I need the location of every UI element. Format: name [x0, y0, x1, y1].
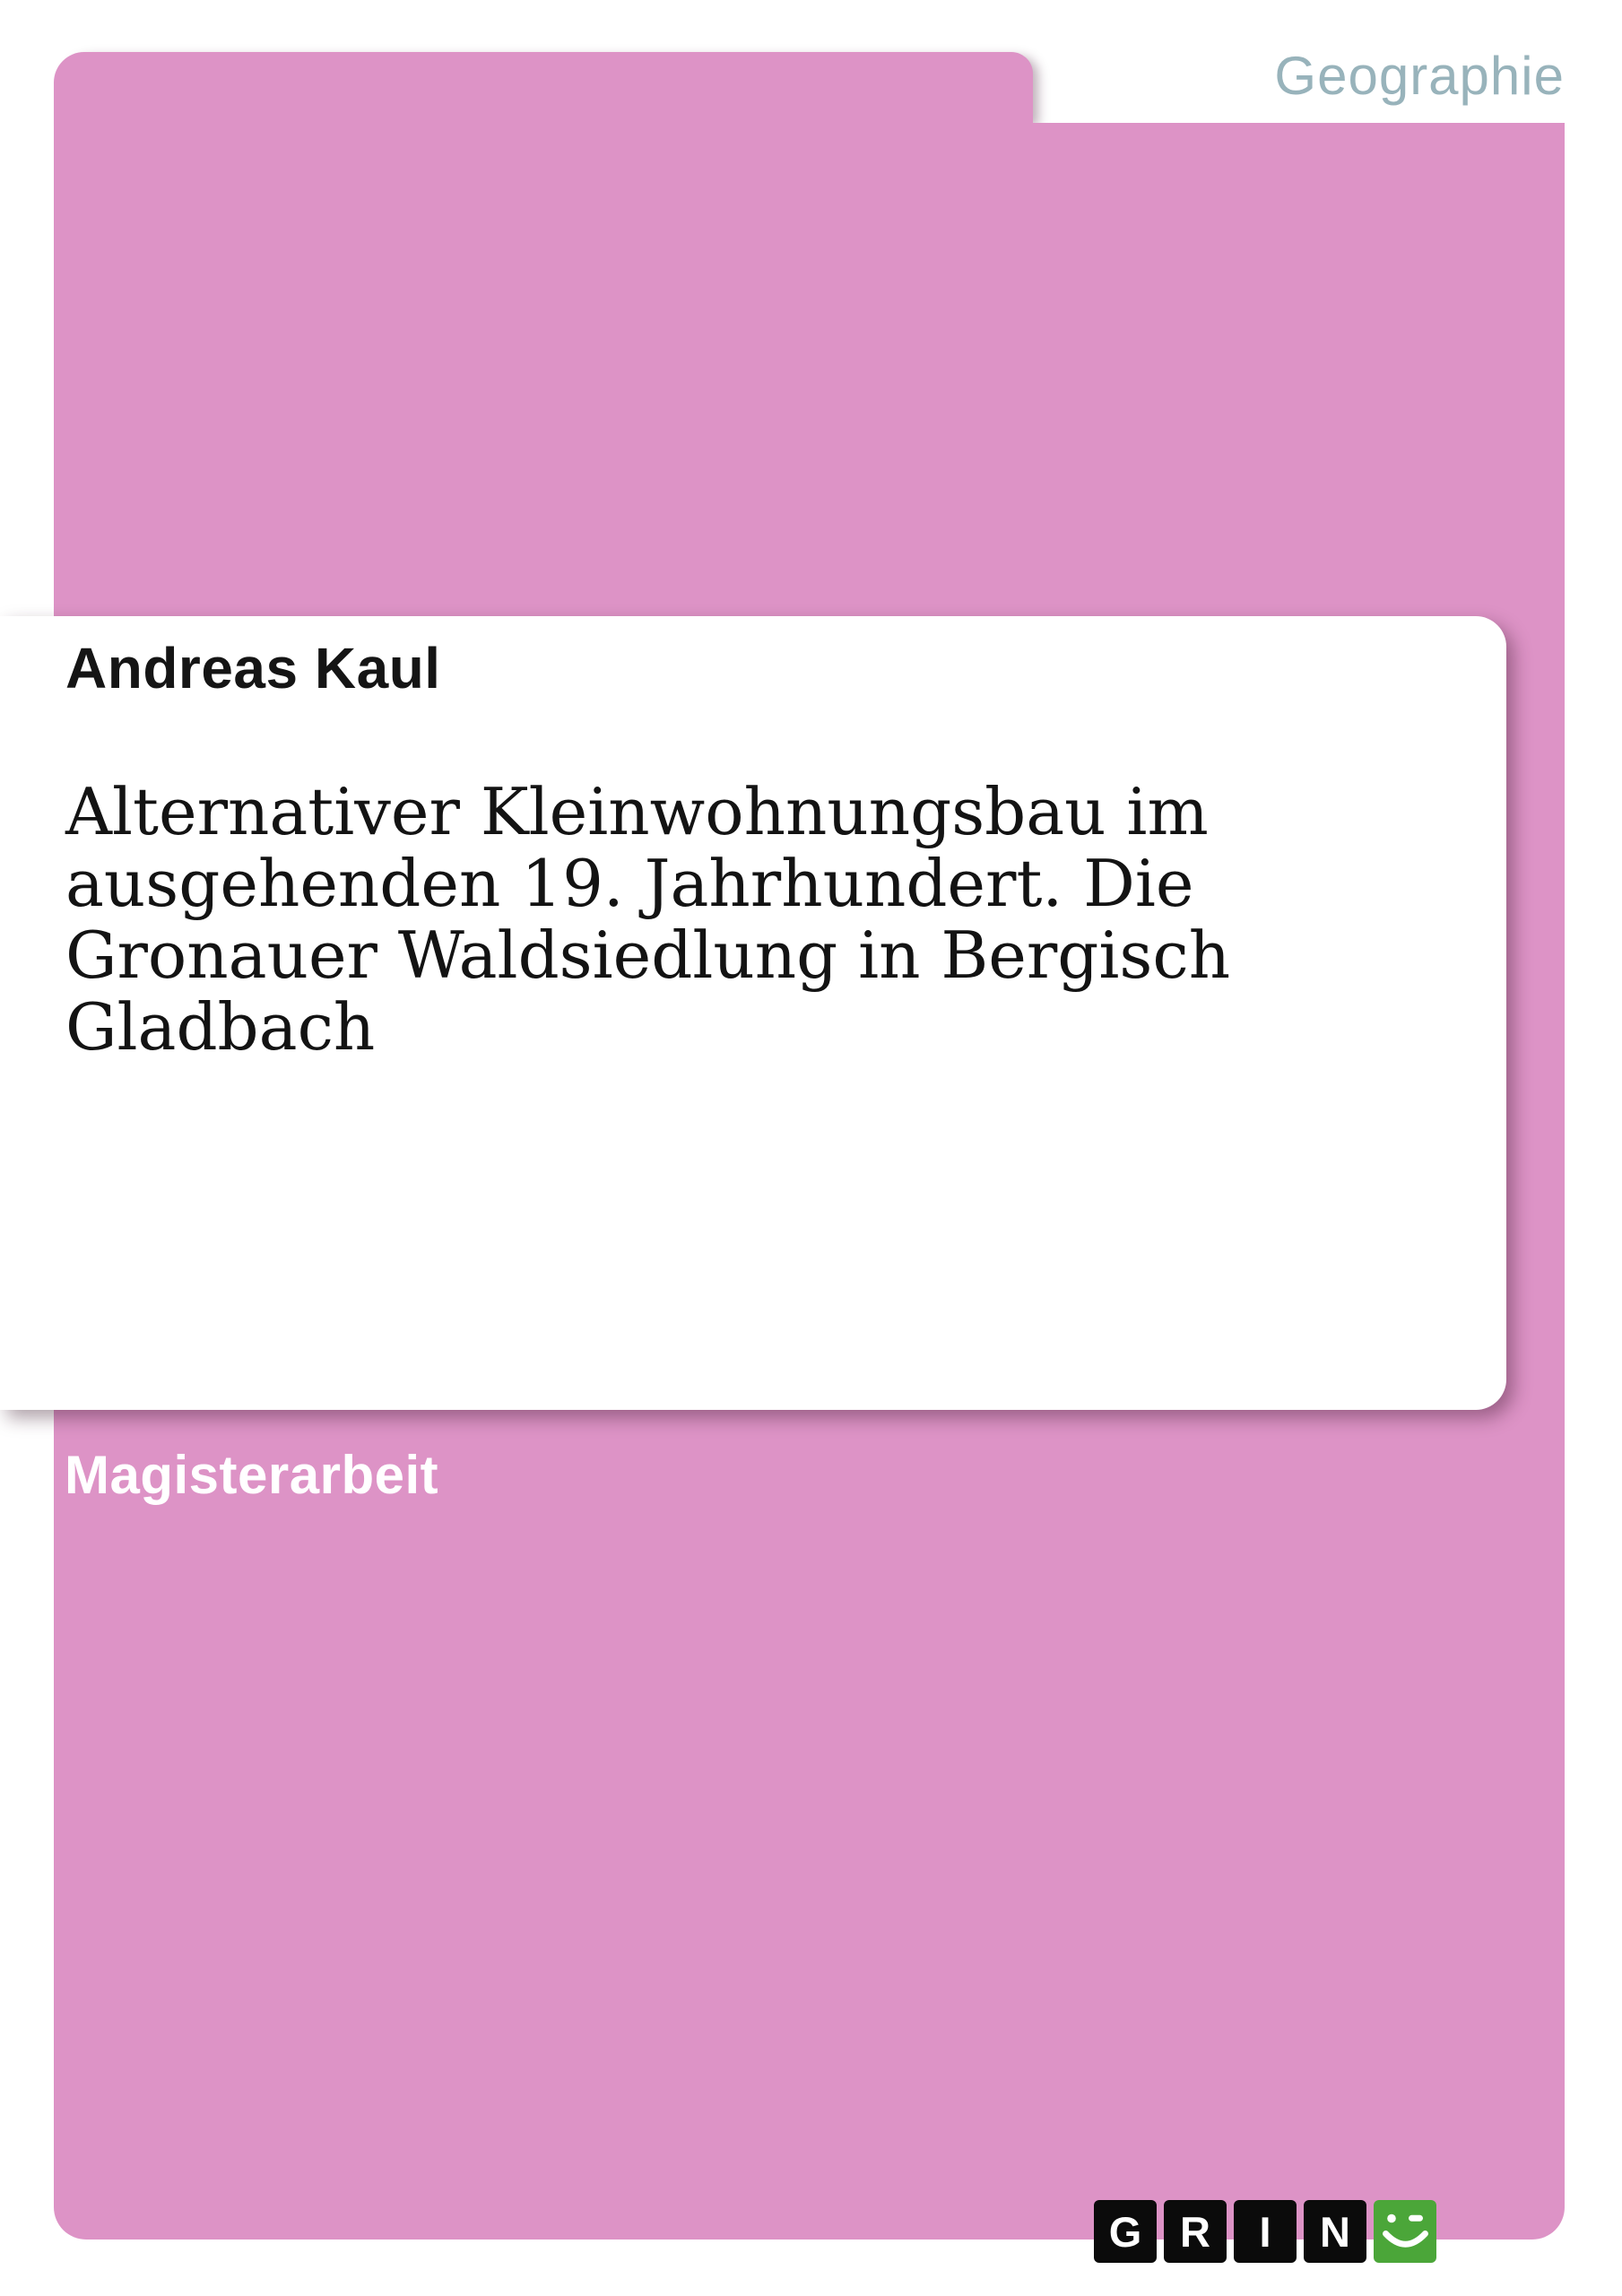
- book-title-line: ausgehenden 19. Jahrhundert. Die: [65, 846, 1194, 921]
- book-title: [65, 776, 1230, 1063]
- pink-panel-tab: [54, 52, 1033, 127]
- grin-logo-letter: G: [1094, 2200, 1157, 2263]
- thesis-type-label: Magisterarbeit: [65, 1445, 439, 1505]
- author-name: Andreas Kaul: [65, 636, 441, 700]
- book-title-line: Gronauer Waldsiedlung in Bergisch: [65, 918, 1231, 993]
- grin-logo-letter: N: [1304, 2200, 1366, 2263]
- grin-logo-smiley-box: [1374, 2200, 1436, 2263]
- grin-logo-letter: I: [1234, 2200, 1297, 2263]
- category-label: Geographie: [1274, 46, 1565, 106]
- book-title-line: Alternativer Kleinwohnungsbau im: [65, 774, 1209, 849]
- book-title-line: Gladbach: [65, 989, 376, 1065]
- title-card: [0, 616, 1506, 1410]
- winking-smiley-icon: [1374, 2200, 1436, 2263]
- grin-logo-letter: R: [1164, 2200, 1227, 2263]
- grin-logo: [1094, 2200, 1436, 2263]
